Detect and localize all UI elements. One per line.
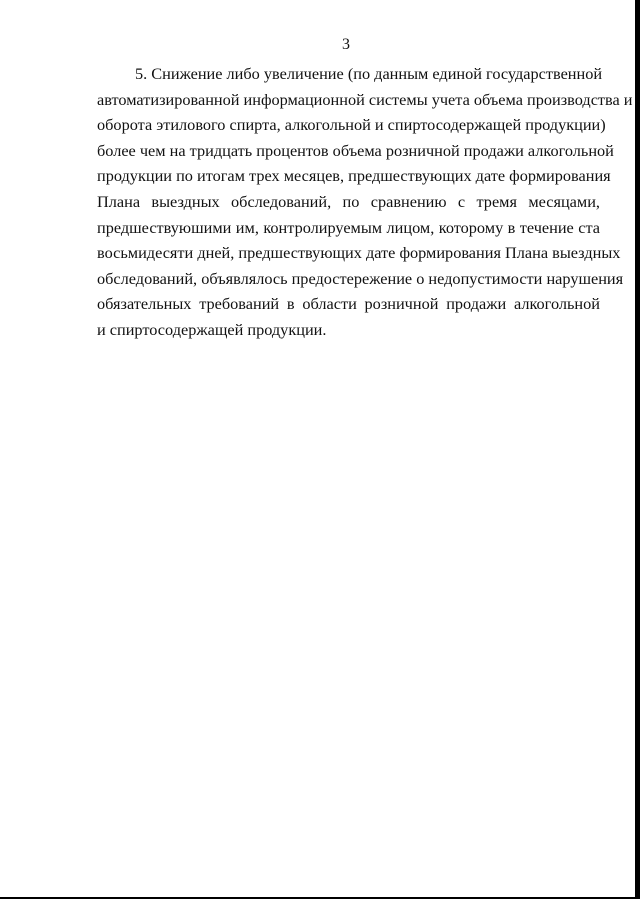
- text-line: предшествуюшими им, контролируемым лицом, которому в течение ста: [97, 217, 600, 237]
- text-line: обязательных требований в области розничной продажи алкогольной: [97, 294, 600, 314]
- text-line: продукции по итогам трех месяцев, предшествующих дате формирования: [97, 166, 611, 186]
- paragraph-5: [97, 61, 633, 343]
- page-number: 3: [342, 36, 350, 53]
- text-line: восьмидесяти дней, предшествующих дате формирования Плана выездных: [97, 243, 621, 263]
- text-line: автоматизированной информационной системы учета объема производства и: [97, 89, 633, 109]
- text-line: и спиртосодержащей продукции.: [97, 319, 327, 339]
- text-line: обследований, объявлялось предостережение о недопустимости нарушения: [97, 268, 624, 288]
- text-line: Плана выездных обследований, по сравнению с тремя месяцами,: [97, 191, 600, 211]
- text-line: более чем на тридцать процентов объема розничной продажи алкогольной: [97, 140, 614, 160]
- text-line: 5. Снижение либо увеличение (по данным единой государственной: [135, 64, 603, 83]
- text-line: оборота этилового спирта, алкогольной и спиртосодержащей продукции): [97, 115, 606, 135]
- scan-edge-right: [635, 0, 640, 899]
